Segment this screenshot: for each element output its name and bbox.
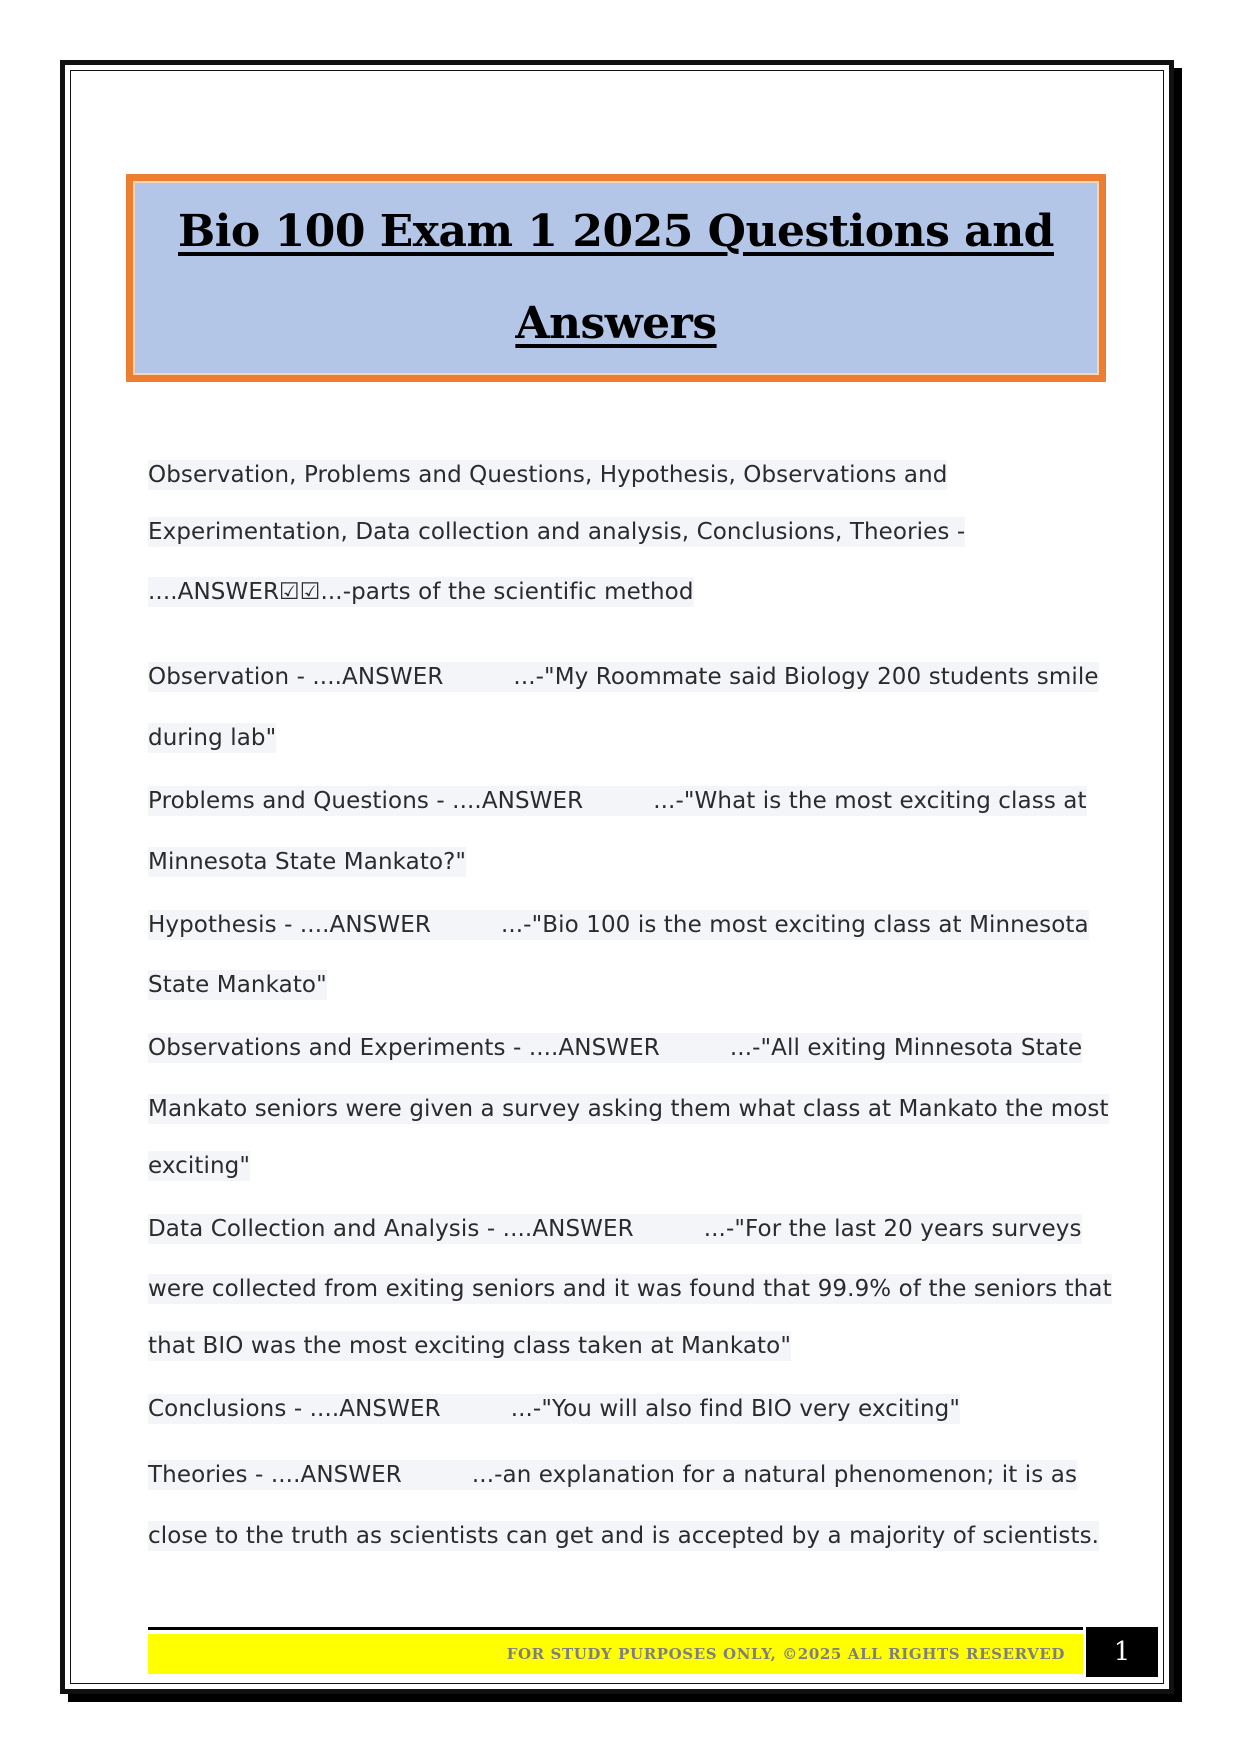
qa-theories (148, 1460, 1077, 1490)
title-box (126, 174, 1106, 382)
qa-hypothesis-cont: State Mankato" (148, 972, 327, 998)
qa-hypothesis (148, 910, 1089, 940)
qa-answer: ...-an explanation for a natural phenomenon; it is as (471, 1462, 1078, 1488)
qa-data-collection-cont-1: were collected from exiting seniors and it was found that 99.9% of the seniors that (148, 1276, 1112, 1302)
qa-answer: ...-"All exiting Minnesota State (729, 1035, 1083, 1061)
qa-observations-experiments-cont-2: exciting" (148, 1153, 251, 1179)
qa-answer: ...-"My Roommate said Biology 200 students smile (513, 664, 1099, 690)
intro-line-1: Observation, Problems and Questions, Hypothesis, Observations and (148, 462, 948, 488)
document-title-line-2: Answers (515, 298, 717, 349)
qa-answer: ...-"You will also find BIO very exciting" (510, 1396, 961, 1422)
intro-line-3: ....ANSWER☑☑...-parts of the scientific method (148, 579, 694, 605)
qa-term: Observation - ....ANSWER (148, 664, 444, 690)
qa-conclusions (148, 1394, 960, 1424)
qa-problems-questions-cont: Minnesota State Mankato?" (148, 849, 467, 875)
qa-term: Hypothesis - ....ANSWER (148, 912, 431, 938)
footer-notice: FOR STUDY PURPOSES ONLY, ©2025 ALL RIGHTS RESERVED (506, 1645, 1065, 1663)
qa-data-collection-cont-2: that BIO was the most exciting class taken at Mankato" (148, 1333, 791, 1359)
qa-term: Observations and Experiments - ....ANSWER (148, 1035, 660, 1061)
footer-rule (148, 1627, 1083, 1630)
qa-answer: ...-"For the last 20 years surveys (703, 1216, 1082, 1242)
qa-observation-cont: during lab" (148, 725, 277, 751)
qa-term: Data Collection and Analysis - ....ANSWER (148, 1216, 634, 1242)
intro-line-2: Experimentation, Data collection and analysis, Conclusions, Theories - (148, 519, 966, 545)
qa-term: Theories - ....ANSWER (148, 1462, 402, 1488)
qa-observations-experiments-cont-1: Mankato seniors were given a survey asking them what class at Mankato the most (148, 1096, 1109, 1122)
qa-answer: ...-"Bio 100 is the most exciting class at Minnesota (500, 912, 1089, 938)
qa-observations-experiments (148, 1033, 1082, 1063)
footer-bar (148, 1634, 1083, 1674)
qa-term: Conclusions - ....ANSWER (148, 1396, 441, 1422)
document-title-line-1: Bio 100 Exam 1 2025 Questions and (178, 206, 1054, 257)
page-number: 1 (1113, 1637, 1131, 1667)
qa-theories-cont: close to the truth as scientists can get and is accepted by a majority of scientists. (148, 1523, 1100, 1549)
qa-answer: ...-"What is the most exciting class at (653, 788, 1087, 814)
qa-problems-questions (148, 786, 1087, 816)
qa-term: Problems and Questions - ....ANSWER (148, 788, 584, 814)
qa-data-collection (148, 1214, 1082, 1244)
page-number-box (1086, 1627, 1158, 1677)
qa-observation (148, 662, 1099, 692)
title-box-fill (133, 181, 1099, 375)
